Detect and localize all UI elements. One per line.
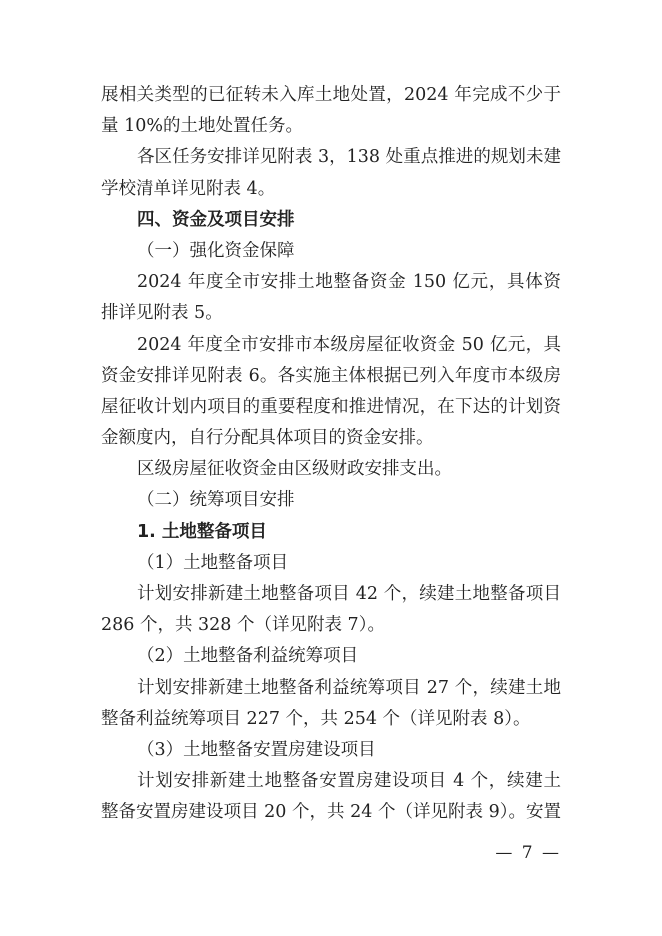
- sub-item-heading: （3）土地整备安置房建设项目: [137, 739, 376, 760]
- text-line: 计划安排新建土地整备利益统筹项目 27 个，续建土地: [137, 677, 561, 698]
- text-line: 学校清单详见附表 4。: [101, 178, 276, 199]
- text-line: 量 10%的土地处置任务。: [101, 116, 303, 137]
- text-line: 资金安排详见附表 6。各实施主体根据已列入年度市本级房: [101, 365, 561, 386]
- text-line: 286 个，共 328 个（详见附表 7）。: [101, 615, 385, 636]
- text-line: 整备安置房建设项目 20 个，共 24 个（详见附表 9）。安置: [101, 802, 561, 823]
- body-text: [101, 80, 561, 829]
- text-line: 2024 年度全市安排土地整备资金 150 亿元，具体资: [137, 272, 561, 293]
- sub-item-heading: （1）土地整备项目: [137, 552, 289, 573]
- text-line: 计划安排新建土地整备项目 42 个，续建土地整备项目: [137, 584, 561, 604]
- section-heading: 四、资金及项目安排: [137, 209, 295, 230]
- text-line: 展相关类型的已征转未入库土地处置，2024 年完成不少于: [101, 85, 561, 105]
- page-number: — 7 —: [495, 843, 561, 863]
- text-line: 各区任务安排详见附表 3，138 处重点推进的规划未建: [137, 147, 561, 168]
- text-line: 整备利益统筹项目 227 个，共 254 个（详见附表 8）。: [101, 708, 531, 729]
- sub-item-heading: （2）土地整备利益统筹项目: [137, 646, 359, 667]
- text-line: 屋征收计划内项目的重要程度和推进情况，在下达的计划资: [101, 396, 561, 417]
- text-line: 2024 年度全市安排市本级房屋征收资金 50 亿元，具: [137, 334, 561, 355]
- item-heading: 1. 土地整备项目: [137, 521, 267, 542]
- text-line: 金额度内，自行分配具体项目的资金安排。: [101, 428, 434, 449]
- text-line: 区级房屋征收资金由区级财政安排支出。: [137, 459, 452, 480]
- subsection-heading: （二）统筹项目安排: [137, 490, 295, 511]
- text-line: 计划安排新建土地整备安置房建设项目 4 个，续建土: [137, 771, 561, 792]
- subsection-heading: （一）强化资金保障: [137, 240, 295, 261]
- text-line: 排详见附表 5。: [101, 303, 223, 324]
